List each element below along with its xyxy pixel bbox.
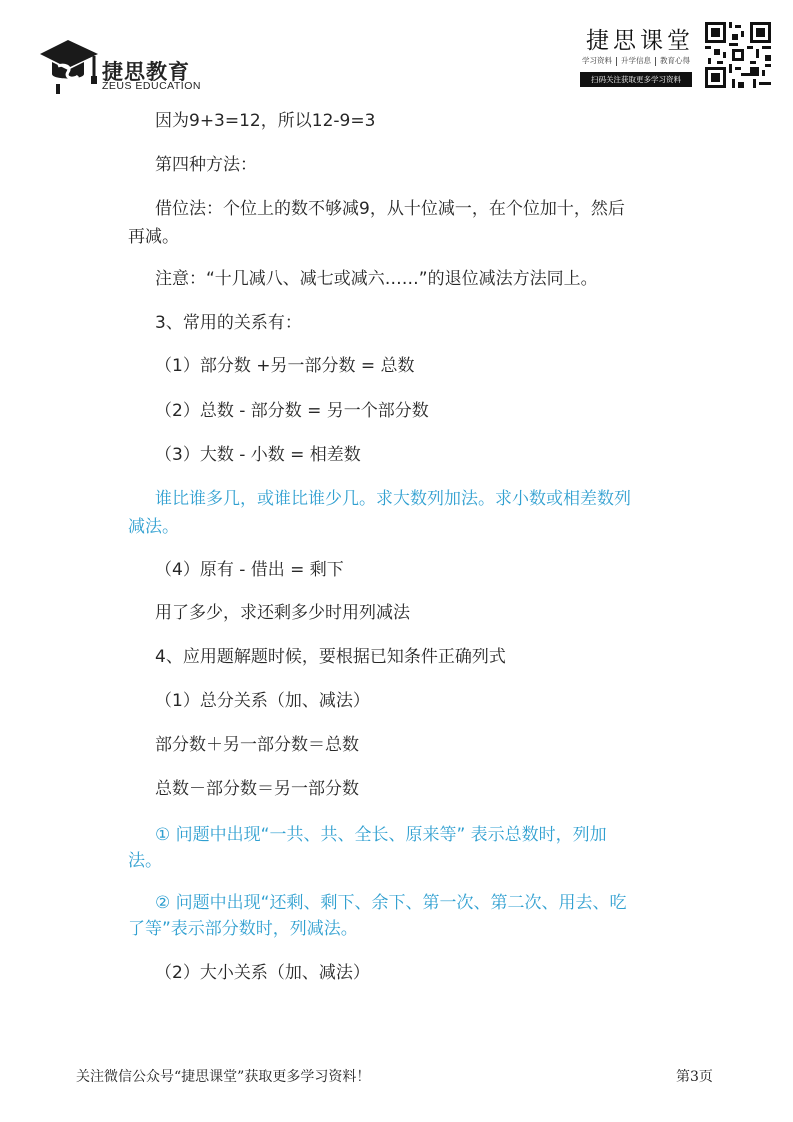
text-line: （1）部分数 +另一部分数 = 总数 — [155, 356, 415, 376]
text-line: （2）总数 - 部分数 = 另一个部分数 — [155, 401, 429, 421]
page-number: 第3页 — [676, 1069, 713, 1085]
footer-note: 关注微信公众号“捷思课堂”获取更多学习资料！ — [76, 1069, 371, 1085]
text-line: （2）大小关系（加、减法） — [155, 963, 370, 983]
highlight-line: 了等”表示部分数时，列减法。 — [128, 919, 358, 939]
text-line: 注意：“十几减八、减七或减六……”的退位减法方法同上。 — [155, 269, 598, 289]
brand-tag: 教育心得 — [660, 56, 690, 65]
text-line: 第四种方法： — [155, 155, 257, 175]
text-line: （4）原有 - 借出 = 剩下 — [155, 560, 344, 580]
brand-tag: 升学信息 — [621, 56, 651, 65]
highlight-line: ① 问题中出现“一共、共、全长、原来等” 表示总数时，列加 — [155, 825, 607, 845]
brand-tag: 学习资料 — [582, 56, 612, 65]
text-line: （3）大数 - 小数 = 相差数 — [155, 445, 361, 465]
text-line: 总数－部分数＝另一部分数 — [155, 779, 359, 799]
highlight-line: ② 问题中出现“还剩、剩下、余下、第一次、第二次、用去、吃 — [155, 893, 627, 913]
text-line: 借位法：个位上的数不够减9，从十位减一，在个位加十，然后 — [155, 199, 625, 219]
logo-name: 捷思教育 — [102, 60, 190, 84]
logo-english-name: ZEUS EDUCATION — [102, 80, 201, 92]
highlight-line: 减法。 — [128, 517, 179, 537]
text-line: （1）总分关系（加、减法） — [155, 691, 370, 711]
text-line: 用了多少，求还剩多少时用列减法 — [155, 603, 410, 623]
section-heading: 4、应用题解题时候，要根据已知条件正确列式 — [155, 647, 506, 667]
text-line: 部分数＋另一部分数＝总数 — [155, 735, 359, 755]
highlight-line: 法。 — [128, 851, 162, 871]
text-line: 因为9+3=12，所以12-9=3 — [155, 111, 376, 131]
section-heading: 3、常用的关系有： — [155, 313, 302, 333]
text-line: 再减。 — [128, 227, 179, 247]
brand-title: 捷思课堂 — [586, 28, 694, 54]
brand-bar: 扫码关注获取更多学习资料 — [580, 72, 692, 87]
highlight-line: 谁比谁多几，或谁比谁少几。求大数列加法。求小数或相差数列 — [155, 489, 631, 509]
